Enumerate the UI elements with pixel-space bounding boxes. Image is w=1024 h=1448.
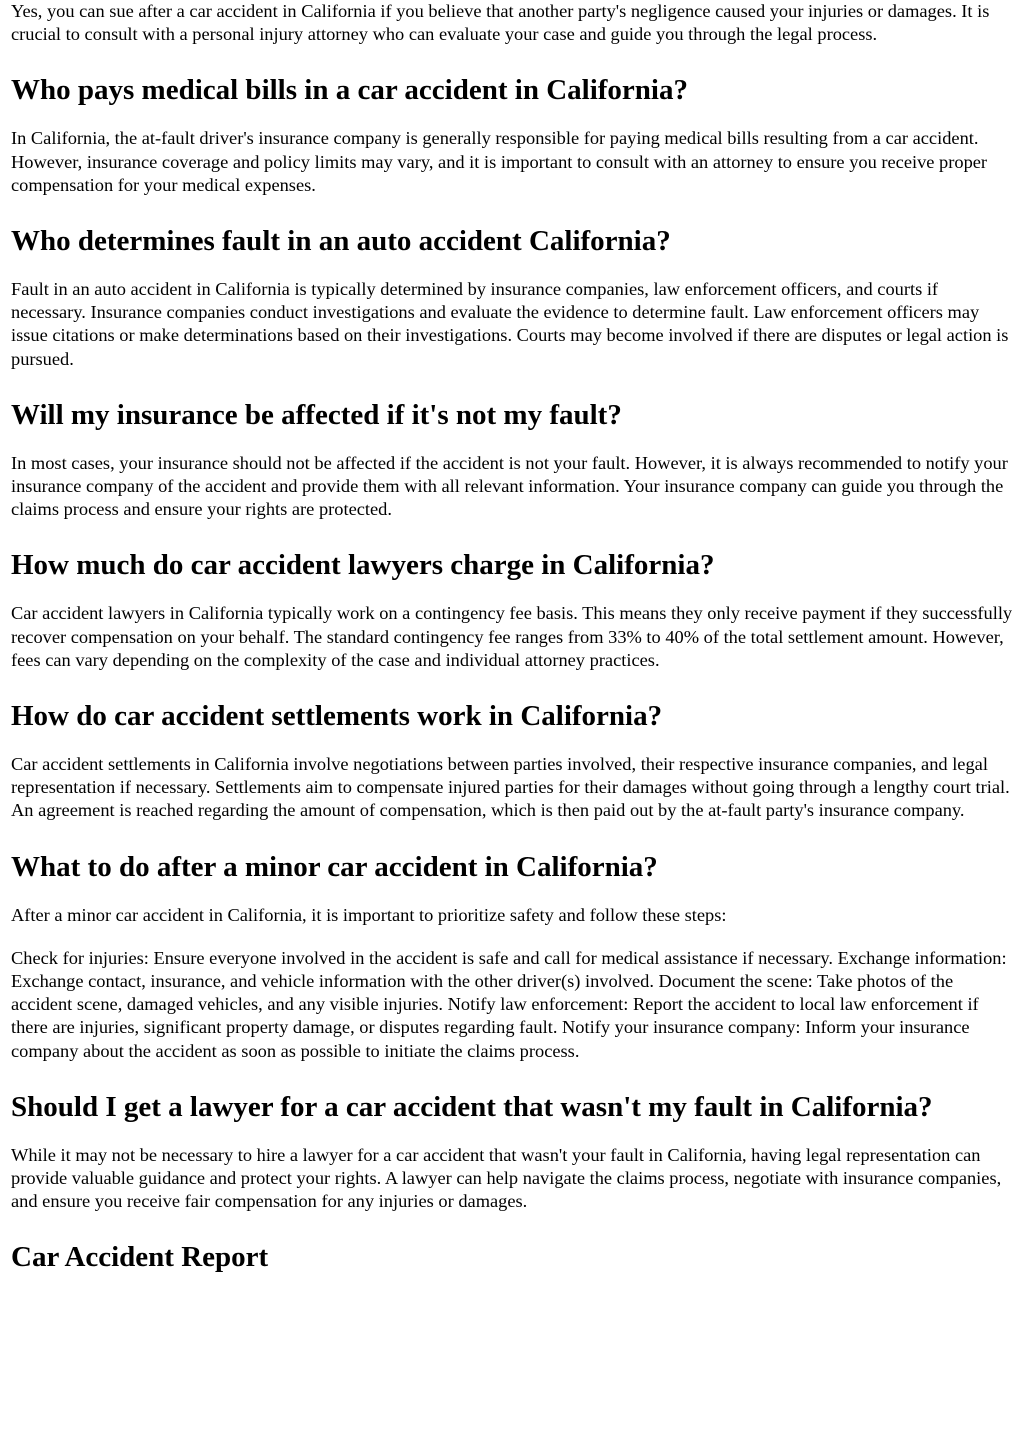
section-paragraph-determines-fault: Fault in an auto accident in California is typically determined by insurance companies, law enforcement officers, and courts if necessary. Insurance companies conduct investigations and evaluate the evidence to determine fault. Law enforcement officers may issue citations or make determinations based on their investigations. Courts may become involved if there are disputes or legal action is pursued. xyxy=(11,279,1009,369)
article-body xyxy=(11,0,1013,1274)
section-heading-lawyer-fees: How much do car accident lawyers charge in California? xyxy=(11,549,715,582)
section-heading-get-lawyer: Should I get a lawyer for a car accident that wasn't my fault in California? xyxy=(11,1090,933,1123)
intro-paragraph: Yes, you can sue after a car accident in California if you believe that another party's negligence caused your injuries or damages. It is crucial to consult with a personal injury attorney who can evaluate your case and guide you through the legal process. xyxy=(11,1,990,45)
section-heading-minor-accident: What to do after a minor car accident in California? xyxy=(11,850,658,883)
section-heading-settlements: How do car accident settlements work in California? xyxy=(11,700,663,733)
section-heading-insurance-affected: Will my insurance be affected if it's not my fault? xyxy=(11,398,622,431)
section-paragraph-minor-accident-intro: After a minor car accident in California, it is important to prioritize safety and follow these steps: xyxy=(11,904,727,925)
section-paragraph-get-lawyer: While it may not be necessary to hire a lawyer for a car accident that wasn't your fault in California, having legal representation can provide valuable guidance and protect your rights. A lawyer can help navigate the claims process, negotiate with insurance companies, and ensure you receive fair compensation for any injuries or damages. xyxy=(11,1144,1002,1212)
section-paragraph-minor-accident-steps: Check for injuries: Ensure everyone involved in the accident is safe and call for medical assistance if necessary. Exchange information: Exchange contact, insurance, and vehicle information with the other driver(s) involved. Document the scene: Take photos of the accident scene, damaged vehicles, and any visible injuries. Notify law enforcement: Report the accident to local law enforcement if there are injuries, significant property damage, or disputes regarding fault. Notify your insurance company: Inform your insurance company about the accident as soon as possible to initiate the claims process. xyxy=(11,947,1007,1061)
section-heading-medical-bills: Who pays medical bills in a car accident in California? xyxy=(11,74,688,107)
section-paragraph-lawyer-fees: Car accident lawyers in California typically work on a contingency fee basis. This means they only receive payment if they successfully recover compensation on your behalf. The standard contingency fee ranges from 33% to 40% of the total settlement amount. However, fees can vary depending on the complexity of the case and individual attorney practices. xyxy=(11,603,1013,670)
section-paragraph-medical-bills: In California, the at-fault driver's insurance company is generally responsible for paying medical bills resulting from a car accident. However, insurance coverage and policy limits may vary, and it is important to consult with an attorney to ensure you receive proper compensation for your medical expenses. xyxy=(11,128,988,195)
section-paragraph-insurance-affected: In most cases, your insurance should not be affected if the accident is not your fault. However, it is always recommended to notify your insurance company of the accident and provide them with all relevant information. Your insurance company can guide you through the claims process and ensure your rights are protected. xyxy=(11,452,1008,520)
section-heading-determines-fault: Who determines fault in an auto accident California? xyxy=(11,225,671,258)
section-paragraph-settlements: Car accident settlements in California involve negotiations between parties involved, their respective insurance companies, and legal representation if necessary. Settlements aim to compensate injured parties for their damages without going through a lengthy court trial. An agreement is reached regarding the amount of compensation, which is then paid out by the at-fault party's insurance company. xyxy=(11,754,1010,821)
section-heading-car-accident-report: Car Accident Report xyxy=(11,1241,269,1274)
